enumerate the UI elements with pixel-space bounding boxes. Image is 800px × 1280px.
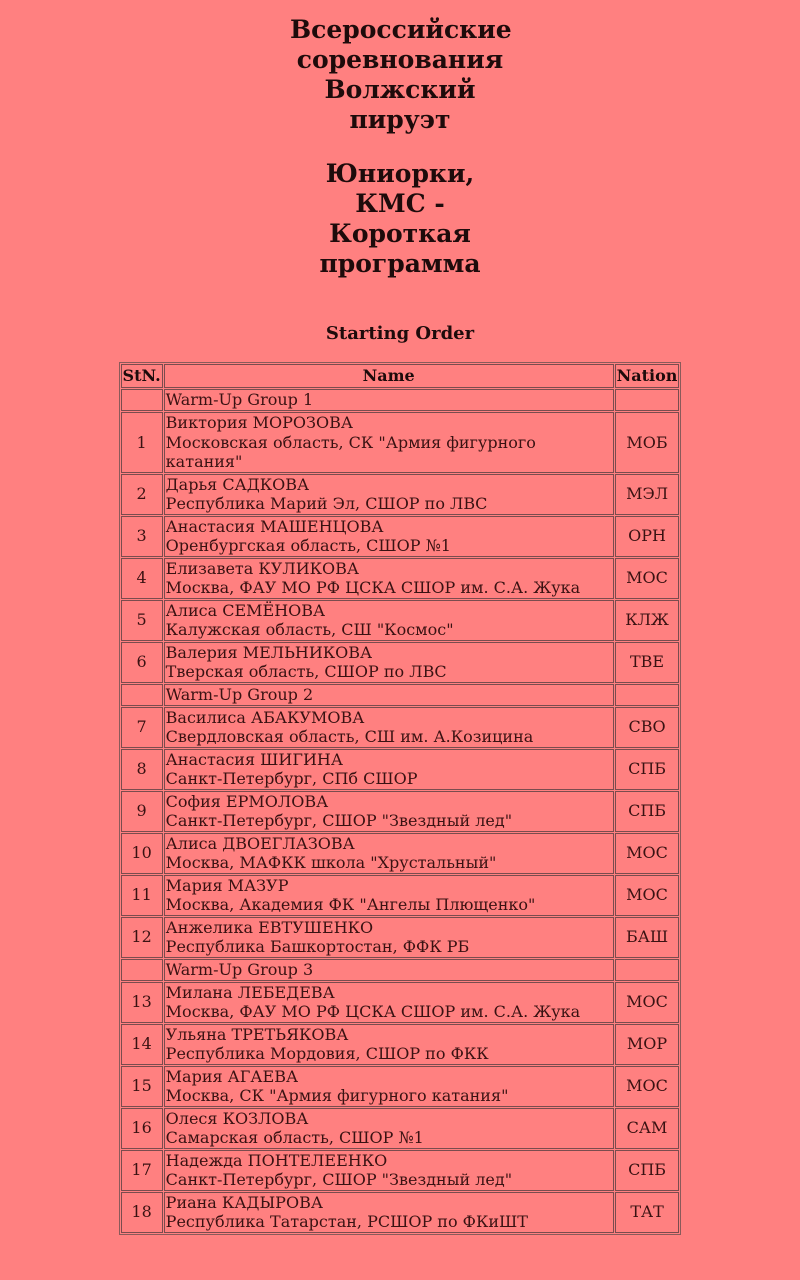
skater-club: Санкт-Петербург, СПб СШОР [165, 769, 418, 788]
skater-cell [164, 412, 614, 473]
skater-cell [164, 474, 614, 515]
competition-title [290, 0, 510, 135]
table-row [121, 412, 680, 473]
skater-name: Надежда ПОНТЕЛЕЕНКО [165, 1150, 388, 1170]
skater-club: Москва, ФАУ МО РФ ЦСКА СШОР им. С.А. Жука [165, 578, 581, 597]
table-row [121, 1192, 680, 1233]
start-number: 14 [121, 1024, 163, 1065]
skater-club: Москва, Академия ФК "Ангелы Плющенко" [165, 895, 536, 914]
table-row [121, 1150, 680, 1191]
group-stn-cell [121, 959, 163, 981]
nation-code: ТАТ [615, 1192, 680, 1233]
table-row [121, 749, 680, 790]
group-label: Warm-Up Group 3 [164, 959, 614, 981]
column-header-nation: Nation [615, 364, 680, 388]
nation-code: СВО [615, 707, 680, 748]
competition-title-line: Всероссийские [290, 15, 512, 44]
table-row [121, 791, 680, 832]
skater-cell [164, 833, 614, 874]
start-number: 10 [121, 833, 163, 874]
competition-title-line: пируэт [349, 105, 451, 134]
start-number: 2 [121, 474, 163, 515]
skater-name: Ульяна ТРЕТЬЯКОВА [165, 1024, 349, 1044]
start-number: 15 [121, 1066, 163, 1107]
table-row [121, 474, 680, 515]
nation-code: ТВЕ [615, 642, 680, 683]
table-row [121, 707, 680, 748]
category-title-line: КМС - [355, 189, 445, 218]
skater-name: Анастасия МАШЕНЦОВА [165, 516, 384, 536]
skater-name: Милана ЛЕБЕДЕВА [165, 982, 335, 1002]
skater-name: Мария АГАЕВА [165, 1066, 299, 1086]
skater-cell [164, 516, 614, 557]
table-row [121, 600, 680, 641]
skater-name: Елизавета КУЛИКОВА [165, 558, 360, 578]
skater-name: Валерия МЕЛЬНИКОВА [165, 642, 373, 662]
nation-code: МОР [615, 1024, 680, 1065]
skater-cell [164, 642, 614, 683]
skater-name: Алиса СЕМЁНОВА [165, 600, 326, 620]
group-nation-cell [615, 684, 680, 706]
starting-order-table [119, 362, 682, 1235]
table-body [121, 389, 680, 1233]
competition-title-line: Волжский [324, 75, 476, 104]
start-number: 4 [121, 558, 163, 599]
event-title [0, 0, 800, 279]
skater-club: Санкт-Петербург, СШОР "Звездный лед" [165, 1170, 513, 1189]
start-number: 9 [121, 791, 163, 832]
nation-code: КЛЖ [615, 600, 680, 641]
column-header-name: Name [164, 364, 614, 388]
group-nation-cell [615, 959, 680, 981]
nation-code: БАШ [615, 917, 680, 958]
start-number: 8 [121, 749, 163, 790]
category-title [290, 135, 510, 279]
skater-cell [164, 1108, 614, 1149]
skater-name: Алиса ДВОЕГЛАЗОВА [165, 833, 355, 853]
nation-code: МОС [615, 558, 680, 599]
group-label: Warm-Up Group 2 [164, 684, 614, 706]
skater-club: Москва, ФАУ МО РФ ЦСКА СШОР им. С.А. Жука [165, 1002, 581, 1021]
skater-club: Самарская область, СШОР №1 [165, 1128, 424, 1147]
start-number: 13 [121, 982, 163, 1023]
nation-code: МОС [615, 1066, 680, 1107]
skater-cell [164, 600, 614, 641]
nation-code: СПБ [615, 1150, 680, 1191]
table-row [121, 1024, 680, 1065]
skater-name: София ЕРМОЛОВА [165, 791, 329, 811]
start-number: 5 [121, 600, 163, 641]
table-row [121, 1108, 680, 1149]
table-row [121, 982, 680, 1023]
warm-up-group-row [121, 684, 680, 706]
start-number: 7 [121, 707, 163, 748]
table-row [121, 558, 680, 599]
skater-name: Анжелика ЕВТУШЕНКО [165, 917, 374, 937]
skater-cell [164, 1066, 614, 1107]
group-stn-cell [121, 389, 163, 411]
skater-name: Виктория МОРОЗОВА [165, 413, 354, 432]
start-number: 18 [121, 1192, 163, 1233]
skater-club: Москва, СК "Армия фигурного катания" [165, 1086, 509, 1105]
table-header-row [121, 364, 680, 388]
start-number: 11 [121, 875, 163, 916]
skater-cell [164, 707, 614, 748]
table-row [121, 516, 680, 557]
warm-up-group-row [121, 959, 680, 981]
skater-cell [164, 558, 614, 599]
skater-name: Анастасия ШИГИНА [165, 749, 343, 769]
category-title-line: Юниорки, [325, 159, 475, 188]
nation-code: МЭЛ [615, 474, 680, 515]
start-number: 16 [121, 1108, 163, 1149]
skater-club: Республика Марий Эл, СШОР по ЛВС [165, 494, 488, 513]
nation-code: МОБ [615, 412, 680, 473]
table-row [121, 1066, 680, 1107]
warm-up-group-row [121, 389, 680, 411]
nation-code: СПБ [615, 749, 680, 790]
table-row [121, 642, 680, 683]
skater-cell [164, 982, 614, 1023]
category-title-line: программа [319, 249, 481, 278]
start-number: 1 [121, 412, 163, 473]
skater-club: Москва, МАФКК школа "Хрустальный" [165, 853, 497, 872]
nation-code: ОРН [615, 516, 680, 557]
column-header-stn: StN. [121, 364, 163, 388]
skater-club: Свердловская область, СШ им. А.Козицина [165, 727, 534, 746]
starting-order-heading: Starting Order [325, 323, 475, 344]
category-title-line: Короткая [329, 219, 471, 248]
skater-cell [164, 1150, 614, 1191]
group-stn-cell [121, 684, 163, 706]
group-label: Warm-Up Group 1 [164, 389, 614, 411]
skater-cell [164, 875, 614, 916]
skater-club: Республика Татарстан, РСШОР по ФКиШТ [165, 1212, 528, 1231]
skater-club: Оренбургская область, СШОР №1 [165, 536, 451, 555]
skater-cell [164, 917, 614, 958]
table-row [121, 833, 680, 874]
start-number: 3 [121, 516, 163, 557]
nation-code: САМ [615, 1108, 680, 1149]
group-nation-cell [615, 389, 680, 411]
skater-name: Дарья САДКОВА [165, 474, 310, 494]
skater-name: Олеся КОЗЛОВА [165, 1108, 309, 1128]
skater-cell [164, 749, 614, 790]
nation-code: МОС [615, 875, 680, 916]
competition-title-line: соревнования [296, 45, 504, 74]
nation-code: МОС [615, 982, 680, 1023]
skater-club: Республика Башкортостан, ФФК РБ [165, 937, 470, 956]
skater-cell [164, 1192, 614, 1233]
table-row [121, 875, 680, 916]
skater-club: Калужская область, СШ "Космос" [165, 620, 454, 639]
skater-name: Риана КАДЫРОВА [165, 1192, 323, 1212]
skater-club: Республика Мордовия, СШОР по ФКК [165, 1044, 489, 1063]
skater-club: Санкт-Петербург, СШОР "Звездный лед" [165, 811, 513, 830]
skater-cell [164, 1024, 614, 1065]
start-number: 12 [121, 917, 163, 958]
table-row [121, 917, 680, 958]
skater-club: Тверская область, СШОР по ЛВС [165, 662, 447, 681]
skater-name: Мария МАЗУР [165, 875, 289, 895]
skater-name: Василиса АБАКУМОВА [165, 707, 365, 727]
nation-code: МОС [615, 833, 680, 874]
start-number: 6 [121, 642, 163, 683]
nation-code: СПБ [615, 791, 680, 832]
skater-club: Московская область, СК "Армия фигурного катания" [165, 432, 536, 471]
skater-cell [164, 791, 614, 832]
start-number: 17 [121, 1150, 163, 1191]
